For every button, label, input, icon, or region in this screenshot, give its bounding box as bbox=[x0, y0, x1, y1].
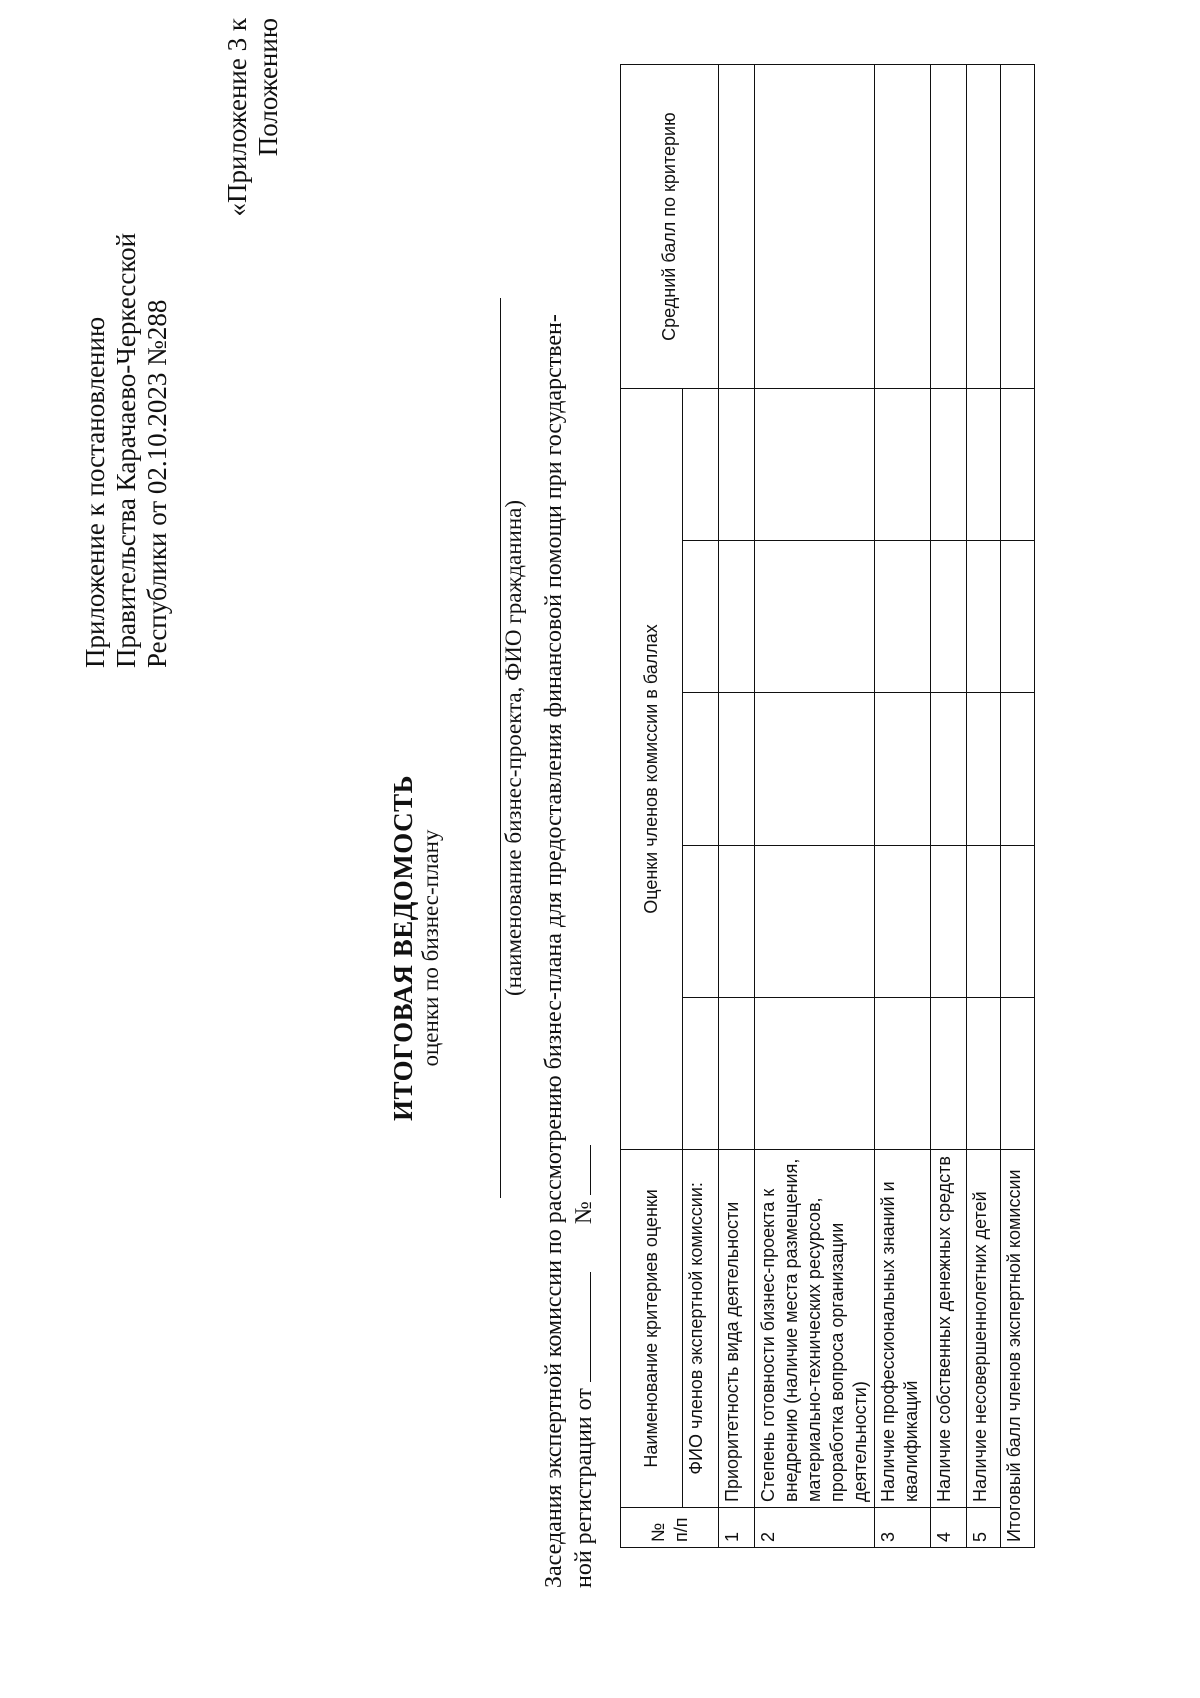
criterion-name: Наличие собственных денежных средств bbox=[931, 1149, 967, 1507]
score-cell bbox=[755, 845, 875, 997]
score-cell bbox=[719, 845, 755, 997]
criterion-name: Степень готовности бизнес-проекта к внедрению (наличие места размещения, материально-технических ресурсов, проработка вопроса организации деятельности) bbox=[755, 1149, 875, 1507]
intro-line-2 bbox=[568, 48, 598, 1588]
col-name-header: Наименование критериев оценки bbox=[621, 1149, 683, 1507]
row-number: 5 bbox=[967, 1507, 1001, 1547]
score-cell bbox=[875, 541, 931, 693]
row-number: 4 bbox=[931, 1507, 967, 1547]
score-cell bbox=[931, 997, 967, 1149]
member-name-cell bbox=[683, 541, 719, 693]
title-block bbox=[388, 498, 444, 1398]
score-cell bbox=[755, 389, 875, 541]
table-header-row bbox=[621, 65, 683, 1548]
average-cell bbox=[719, 65, 755, 389]
score-cell bbox=[931, 541, 967, 693]
score-cell bbox=[931, 845, 967, 997]
assessment-table bbox=[620, 64, 1035, 1548]
registration-label: ной регистрации от bbox=[571, 1388, 597, 1588]
col-avg-header: Средний балл по критерию bbox=[621, 65, 719, 389]
members-label: ФИО членов экспертной комиссии: bbox=[683, 1149, 719, 1507]
score-cell bbox=[1001, 541, 1035, 693]
appendix-note bbox=[80, 108, 173, 668]
table-row bbox=[755, 65, 875, 1548]
score-cell bbox=[1001, 845, 1035, 997]
number-blank bbox=[568, 1145, 591, 1195]
score-cell bbox=[755, 997, 875, 1149]
score-cell bbox=[1001, 997, 1035, 1149]
criterion-name: Наличие профессиональных знаний и квалификаций bbox=[875, 1149, 931, 1507]
table-row bbox=[931, 65, 967, 1548]
member-name-cell bbox=[683, 997, 719, 1149]
date-blank bbox=[568, 1272, 591, 1382]
appendix-line: Приложение к постановлению bbox=[80, 316, 110, 668]
score-cell bbox=[1001, 693, 1035, 845]
document-title: ИТОГОВАЯ ВЕДОМОСТЬ bbox=[388, 775, 418, 1121]
score-cell bbox=[931, 693, 967, 845]
appendix-ref-line: «Приложение 3 к bbox=[222, 18, 252, 217]
document-subtitle: оценки по бизнес-плану bbox=[418, 829, 443, 1067]
score-cell bbox=[755, 541, 875, 693]
average-cell bbox=[1001, 65, 1035, 389]
row-number: 2 bbox=[755, 1507, 875, 1547]
appendix-line: Правительства Карачаево-Черкесской bbox=[111, 232, 141, 668]
average-cell bbox=[755, 65, 875, 389]
score-cell bbox=[719, 693, 755, 845]
table-row bbox=[967, 65, 1001, 1548]
score-cell bbox=[967, 997, 1001, 1149]
number-label: № bbox=[571, 1201, 597, 1225]
col-scores-header: Оценки членов комиссии в баллах bbox=[621, 389, 683, 1150]
score-cell bbox=[875, 845, 931, 997]
score-cell bbox=[967, 389, 1001, 541]
table-row bbox=[875, 65, 931, 1548]
average-cell bbox=[931, 65, 967, 389]
criterion-name: Наличие несовершеннолетних детей bbox=[967, 1149, 1001, 1507]
score-cell bbox=[719, 541, 755, 693]
score-cell bbox=[719, 997, 755, 1149]
member-name-cell bbox=[683, 693, 719, 845]
score-cell bbox=[931, 389, 967, 541]
row-number: 1 bbox=[719, 1507, 755, 1547]
average-cell bbox=[967, 65, 1001, 389]
score-cell bbox=[875, 997, 931, 1149]
project-name-caption: (наименование бизнес-проекта, ФИО гражданина) bbox=[501, 499, 526, 997]
appendix-ref-line: Положению bbox=[253, 18, 283, 157]
score-cell bbox=[719, 389, 755, 541]
appendix-reference bbox=[222, 18, 284, 298]
score-cell bbox=[1001, 389, 1035, 541]
score-cell bbox=[875, 693, 931, 845]
score-cell bbox=[967, 845, 1001, 997]
table-row bbox=[719, 65, 755, 1548]
meeting-intro bbox=[540, 48, 598, 1588]
col-num-header: № п/п bbox=[621, 1507, 719, 1547]
average-cell bbox=[875, 65, 931, 389]
score-cell bbox=[875, 389, 931, 541]
intro-line: Заседания экспертной комиссии по рассмотрению бизнес-плана для предоставления финансовой помощи при государствен- bbox=[541, 314, 567, 1588]
score-cell bbox=[967, 541, 1001, 693]
appendix-line: Республики от 02.10.2023 №288 bbox=[142, 299, 172, 668]
row-number: 3 bbox=[875, 1507, 931, 1547]
criterion-name: Приоритетность вида деятельности bbox=[719, 1149, 755, 1507]
total-label: Итоговый балл членов экспертной комиссии bbox=[1001, 1149, 1035, 1547]
table-total-row bbox=[1001, 65, 1035, 1548]
score-cell bbox=[967, 693, 1001, 845]
score-cell bbox=[755, 693, 875, 845]
member-name-cell bbox=[683, 389, 719, 541]
member-name-cell bbox=[683, 845, 719, 997]
